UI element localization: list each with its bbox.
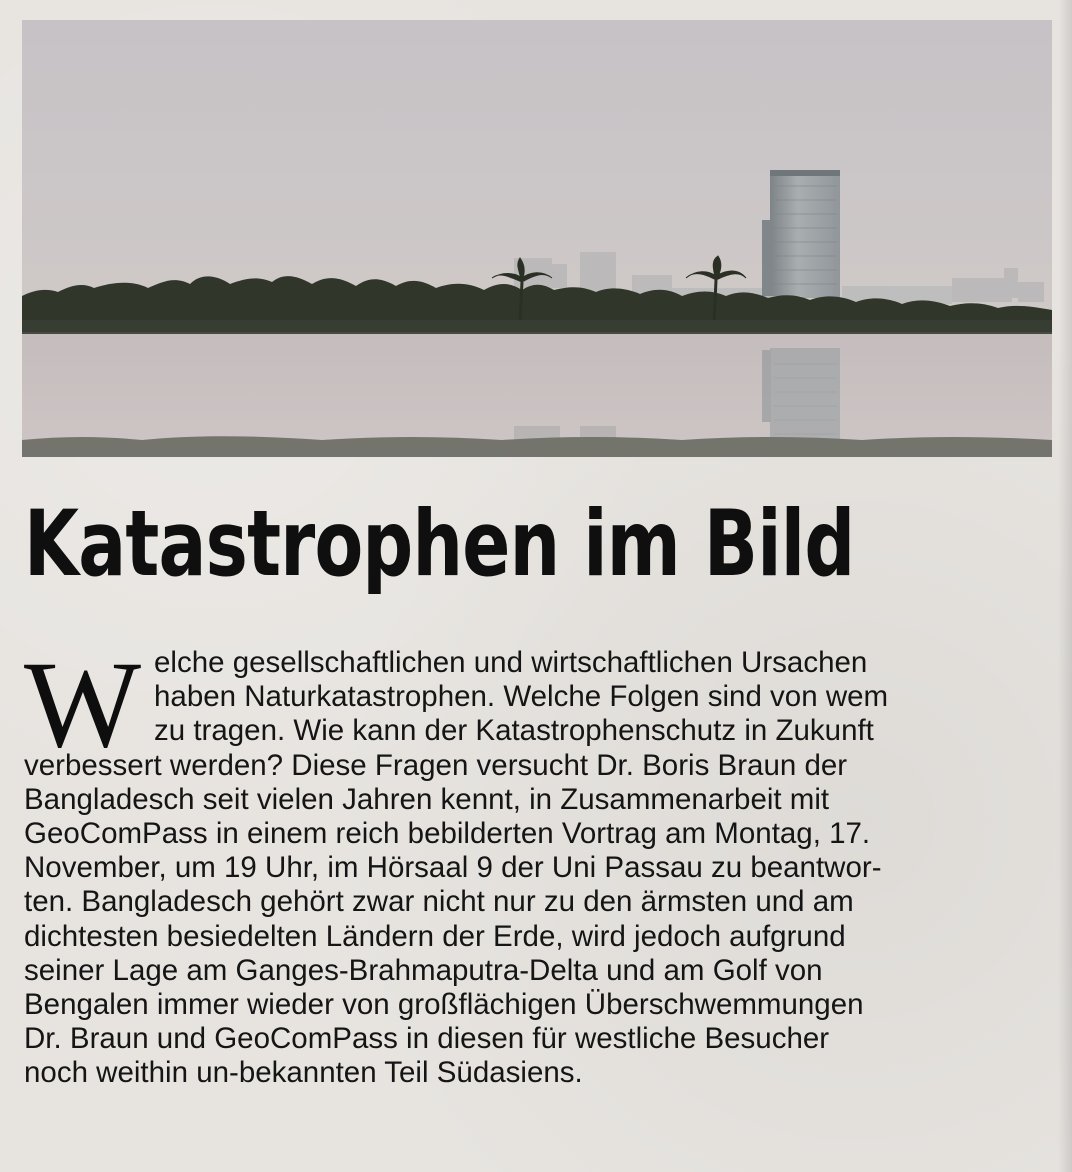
- article-body: [24, 636, 1052, 1156]
- article-line-3: zu tragen. Wie kann der Katastrophenschutz in Zukunft: [154, 714, 874, 748]
- shoreline-band: [22, 320, 1052, 334]
- article-line-2: haben Naturkatastrophen. Welche Folgen sind von wem: [154, 680, 889, 714]
- page-edge-shadow: [1058, 0, 1072, 1172]
- article-line-12: Dr. Braun und GeoComPass in diesen für westliche Besucher: [24, 1022, 830, 1056]
- article-line-9: dichtesten besiedelten Ländern der Erde, wird jedoch aufgrund: [24, 919, 846, 953]
- high-rise-tower: [762, 170, 840, 298]
- city-skyline-photo: [22, 20, 1052, 457]
- article-line-11: Bengalen immer wieder von großflächigen Überschwemmungen: [24, 988, 864, 1022]
- article-line-5: Bangladesch seit vielen Jahren kennt, in Zusammenarbeit mit: [24, 782, 830, 816]
- article-line-1: elche gesellschaftlichen und wirtschaftlichen Ursachen: [154, 646, 868, 679]
- article-line-8: ten. Bangladesch gehört zwar nicht nur zu den ärmsten und am: [24, 885, 854, 919]
- headline: Katastrophen im Bild: [24, 492, 855, 597]
- drop-cap: W: [24, 636, 142, 773]
- skyline-illustration: [22, 20, 1052, 457]
- article-line-13: noch weithin un-bekannten Teil Südasiens.: [24, 1056, 583, 1090]
- article-line-10: seiner Lage am Ganges-Brahmaputra-Delta und am Golf von: [24, 953, 823, 987]
- article-line-4: verbessert werden? Diese Fragen versucht Dr. Boris Braun der: [24, 748, 848, 782]
- article-line-7: November, um 19 Uhr, im Hörsaal 9 der Uni Passau zu beantwor-: [24, 851, 882, 885]
- article-line-6: GeoComPass in einem reich bebilderten Vortrag am Montag, 17.: [24, 817, 871, 851]
